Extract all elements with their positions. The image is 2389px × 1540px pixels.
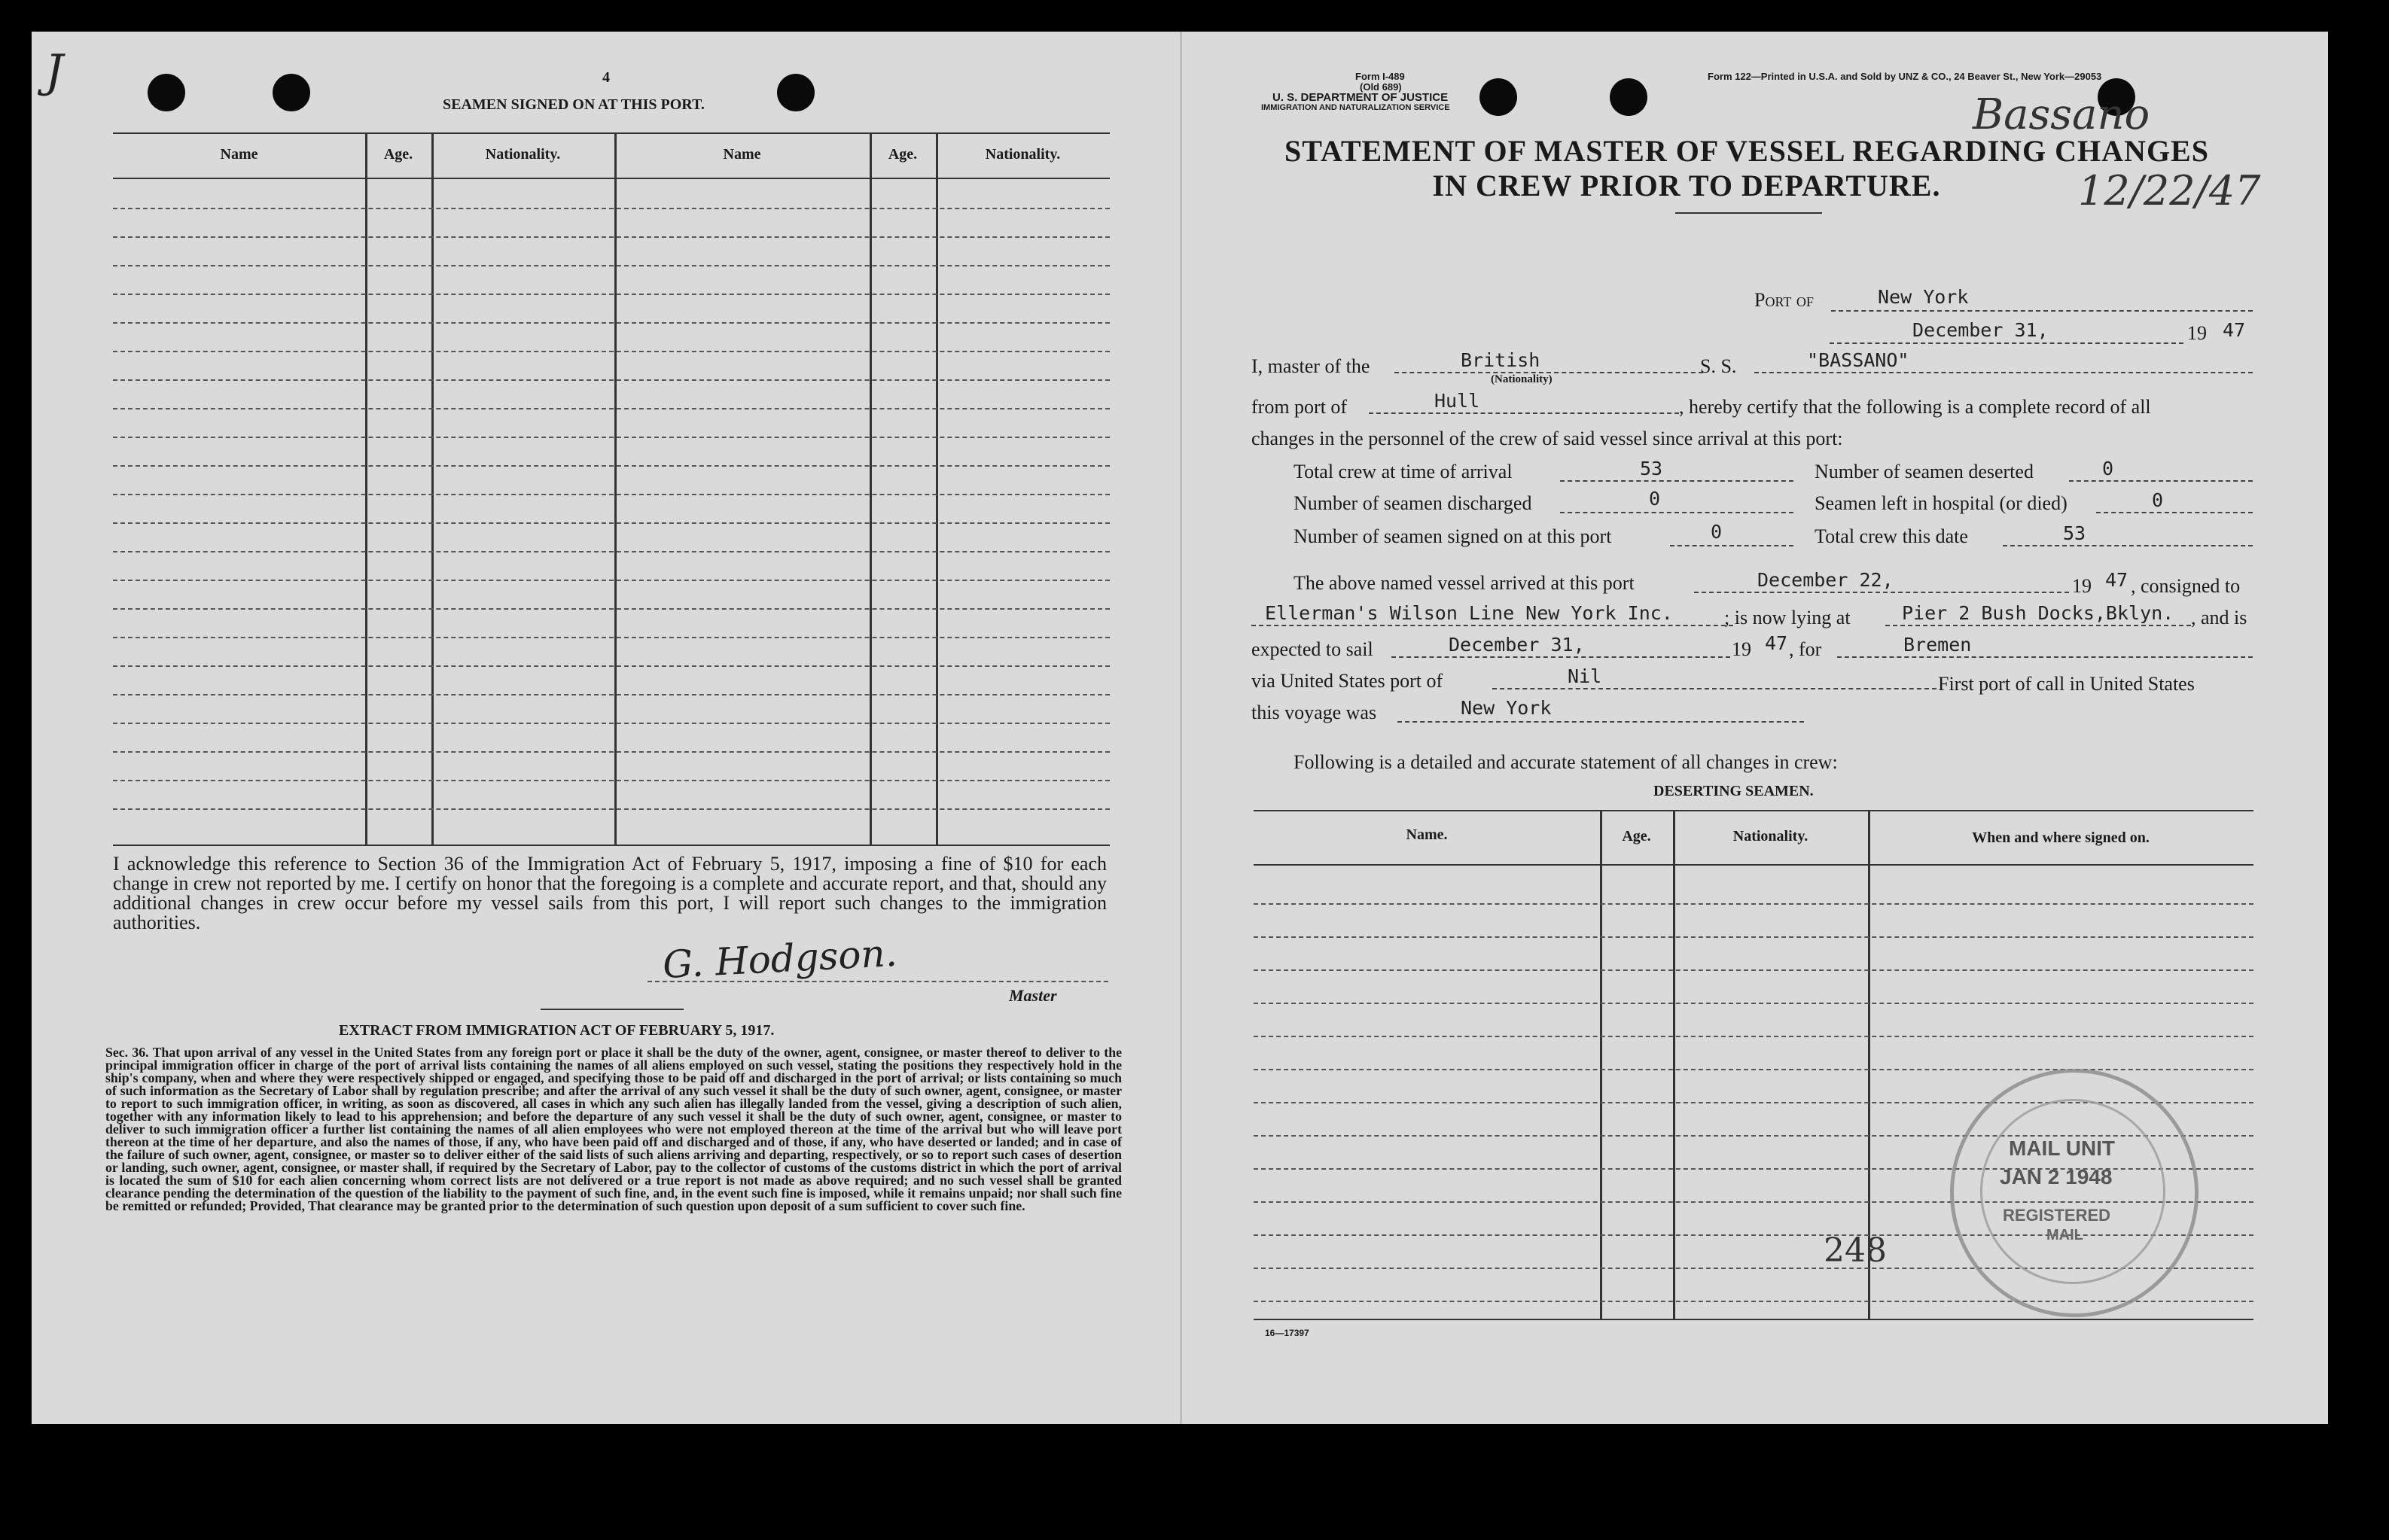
table-row-rule <box>113 294 1110 295</box>
right-col-header: Age. <box>1622 828 1651 845</box>
left-col-header: Age. <box>383 146 413 163</box>
table-row-rule <box>113 751 1110 753</box>
lying-value: Pier 2 Bush Docks,Bklyn. <box>1902 602 2174 624</box>
and-is-label: , and is <box>2191 607 2247 628</box>
margin-check-mark: J <box>45 45 64 98</box>
total-arrival-value: 53 <box>1640 458 1663 479</box>
left-col-header: Name <box>220 146 258 163</box>
table-row-rule <box>113 694 1110 695</box>
title-rule <box>1675 212 1822 214</box>
table-row-rule <box>1254 969 2253 971</box>
from-port-line <box>1369 412 1679 414</box>
right-col-rule <box>1600 810 1602 1319</box>
registered-mail-stamp-inner <box>1980 1099 2165 1284</box>
left-col-header: Age. <box>888 146 918 163</box>
signed-on-line <box>1670 545 1793 546</box>
printer-line: Form 122—Printed in U.S.A. and Sold by UNZ & CO., 24 Beaver St., New York—29053 <box>1708 71 2102 82</box>
left-col-header: Name <box>723 146 761 163</box>
left-col-rule <box>614 132 617 845</box>
extract-rule <box>541 1009 684 1010</box>
table-row-rule <box>113 808 1110 810</box>
extract-title: EXTRACT FROM IMMIGRATION ACT OF FEBRUARY 5, 1917. <box>339 1022 775 1039</box>
total-arrival-line <box>1560 480 1793 482</box>
table-row-rule <box>1254 1036 2253 1037</box>
total-date-label: Total crew this date <box>1815 525 1968 547</box>
left-heading: SEAMEN SIGNED ON AT THIS PORT. <box>443 96 705 113</box>
for-value: Bremen <box>1903 634 1972 656</box>
consignee-value: Ellerman's Wilson Line New York Inc. <box>1265 602 1673 624</box>
deserted-line <box>2069 480 2253 482</box>
signed-on-label: Number of seamen signed on at this port <box>1294 525 1612 547</box>
table-row-rule <box>113 265 1110 266</box>
punch-hole <box>1610 78 1647 116</box>
table-row-rule <box>113 322 1110 324</box>
table-row-rule <box>113 465 1110 467</box>
master-signature: G. Hodgson. <box>661 930 898 988</box>
year-prefix: 19 <box>2187 322 2207 344</box>
sail-line <box>1391 656 1730 658</box>
date-line <box>1830 342 2183 344</box>
master-of-label: I, master of the <box>1251 355 1370 377</box>
right-col-header: Nationality. <box>1732 828 1809 845</box>
hospital-line <box>2096 512 2253 513</box>
voyage-value: New York <box>1461 697 1552 719</box>
port-label: Port of <box>1754 289 1814 311</box>
right-table-header-rule <box>1254 864 2253 866</box>
voyage-line <box>1397 721 1804 723</box>
table-row-rule <box>1254 936 2253 938</box>
table-row-rule <box>113 437 1110 438</box>
page-number: 4 <box>602 69 610 86</box>
lying-label: ; is now lying at <box>1724 607 1851 628</box>
stamp-line-3: REGISTERED <box>2003 1206 2111 1225</box>
master-label: Master <box>1009 986 1057 1005</box>
table-row-rule <box>113 551 1110 552</box>
arrived-label: The above named vessel arrived at this port <box>1294 572 1635 594</box>
for-label: , for <box>1789 638 1822 660</box>
table-row-rule <box>1254 903 2253 905</box>
sail-year-prefix: 19 <box>1732 638 1751 660</box>
sail-value: December 31, <box>1449 634 1585 656</box>
hospital-label: Seamen left in hospital (or died) <box>1815 492 2068 514</box>
table-row-rule <box>113 780 1110 781</box>
changes-text: changes in the personnel of the crew of said vessel since arrival at this port: <box>1251 428 1843 449</box>
from-port-value: Hull <box>1434 390 1480 412</box>
table-row-rule <box>113 723 1110 724</box>
page-divider <box>1180 32 1182 1424</box>
nationality-value: British <box>1461 349 1540 371</box>
arrived-year-prefix: 19 <box>2072 575 2092 597</box>
total-arrival-label: Total crew at time of arrival <box>1294 461 1513 482</box>
signature-line <box>648 981 1108 982</box>
form-old-number: (Old 689) <box>1360 81 1402 93</box>
deserted-label: Number of seamen deserted <box>1815 461 2034 482</box>
table-row-rule <box>113 637 1110 638</box>
certify-text: , hereby certify that the following is a complete record of all <box>1679 396 2151 418</box>
handwritten-date: 12/22/47 <box>2078 167 2261 215</box>
following-text: Following is a detailed and accurate statement of all changes in crew: <box>1294 751 1838 773</box>
nationality-caption: (Nationality) <box>1491 373 1553 385</box>
left-col-header: Nationality. <box>985 146 1061 163</box>
table-row-rule <box>113 522 1110 524</box>
table-row-rule <box>1254 1069 2253 1070</box>
table-row-rule <box>113 665 1110 667</box>
table-row-rule <box>113 408 1110 409</box>
discharged-label: Number of seamen discharged <box>1294 492 1532 514</box>
table-row-rule <box>113 351 1110 352</box>
stamp-line-1: MAIL UNIT <box>2009 1137 2116 1160</box>
left-col-rule <box>431 132 434 845</box>
right-col-header: When and where signed on. <box>1972 829 2150 846</box>
title-line-1: STATEMENT OF MASTER OF VESSEL REGARDING CHANGES <box>1284 134 2209 168</box>
punch-hole <box>1479 78 1517 116</box>
title-line-2: IN CREW PRIOR TO DEPARTURE. <box>1432 169 1941 202</box>
table-row-rule <box>113 608 1110 610</box>
left-table-top-rule <box>113 132 1110 134</box>
via-value: Nil <box>1568 665 1602 687</box>
table-row-rule <box>1254 1003 2253 1004</box>
right-table-top-rule <box>1254 810 2253 811</box>
lying-line <box>1885 625 2191 626</box>
consignee-line <box>1251 625 1733 626</box>
deserted-value: 0 <box>2102 458 2114 479</box>
table-row-rule <box>113 494 1110 495</box>
port-value: New York <box>1878 286 1969 308</box>
table-row-rule <box>113 379 1110 381</box>
hospital-value: 0 <box>2152 489 2164 511</box>
via-label: via United States port of <box>1251 670 1443 692</box>
sheet-number: 248 <box>1824 1231 1887 1270</box>
table-row-rule <box>113 208 1110 209</box>
from-port-label: from port of <box>1251 396 1348 418</box>
port-line <box>1831 310 2253 312</box>
handwritten-ship-name: Bassano <box>1973 90 2150 139</box>
punch-hole <box>273 74 310 111</box>
discharged-line <box>1560 512 1793 513</box>
consigned-label: , consigned to <box>2131 575 2241 597</box>
ss-label: S. S. <box>1700 355 1737 377</box>
stamp-line-4: MAIL <box>2046 1227 2083 1243</box>
right-table-bottom-rule <box>1254 1319 2253 1320</box>
stamp-line-2: JAN 2 1948 <box>2000 1165 2113 1188</box>
ship-line <box>1754 372 2253 373</box>
left-col-rule <box>870 132 872 845</box>
department-name: U. S. DEPARTMENT OF JUSTICE <box>1272 91 1449 104</box>
signed-on-value: 0 <box>1711 521 1723 543</box>
left-table-bottom-rule <box>113 845 1110 846</box>
acknowledgment-text: I acknowledge this reference to Section 36 of the Immigration Act of February 5, 1917, imposing a fine of $10 for each change in crew not reported by me. I certify on honor that the foregoing is a complete and accurate report, and that, should any additional changes in crew occur before my vessel sails from this port, I will report such changes to the immigration authorities. <box>113 853 1107 933</box>
discharged-value: 0 <box>1649 488 1661 510</box>
sail-year: 47 <box>1765 632 1788 654</box>
form-number: Form I-489 <box>1355 71 1405 82</box>
arrived-value: December 22, <box>1757 569 1894 591</box>
right-col-rule <box>1673 810 1675 1319</box>
via-line <box>1492 688 1936 689</box>
year-value: 47 <box>2223 319 2246 341</box>
voyage-label: this voyage was <box>1251 702 1377 723</box>
left-table-header-rule <box>113 178 1110 179</box>
punch-hole <box>777 74 815 111</box>
arrived-year: 47 <box>2105 569 2128 591</box>
date-value: December 31, <box>1912 319 2049 341</box>
punch-hole <box>148 74 185 111</box>
left-col-rule <box>365 132 367 845</box>
footer-code: 16—17397 <box>1265 1328 1309 1338</box>
total-date-line <box>2003 545 2253 546</box>
for-line <box>1837 656 2253 658</box>
first-port-label: First port of call in United States <box>1938 673 2195 695</box>
right-col-header: Name. <box>1406 826 1448 843</box>
ship-value: "BASSANO" <box>1807 349 1909 371</box>
service-name: IMMIGRATION AND NATURALIZATION SERVICE <box>1261 103 1450 112</box>
arrived-line <box>1694 592 2069 593</box>
extract-text: Sec. 36. That upon arrival of any vessel in the United States from any foreign port or place it shall be the duty of the owner, agent, consignee, or master thereof to deliver to the principal immigration officer in charge of the port of arrival lists containing the names of all aliens employed on such vessel, stating the positions they respectively hold in the ship's company, when and where they were respectively shipped or engaged, and specifying those to be paid off and discharged in the port of arrival; or lists containing so much of such information as the Secretary of Labor shall by regulation prescribe; and after the arrival of any such vessel it shall be the duty of such owner, agent, consignee, or master to report to such immigration officer, in writing, as soon as discovered, all cases in which any such alien has illegally landed from the vessel, giving a description of such alien, together with any information likely to lead to his apprehension; and before the departure of any such vessel it shall be the duty of such owner, agent, consignee, or master to deliver to such immigration officer a further list containing the names of all alien employees who were not employed thereon at the time of the arrival but who will leave port thereon at the time of her departure, and also the names of those, if any, who have been paid off and discharged and of those, if any, who have deserted or landed; and in case of the failure of such owner, agent, consignee, or master so to deliver either of the said lists of such aliens arriving and departing, respectively, or so to report such cases of desertion or landing, such owner, agent, consignee, or master shall, if required by the Secretary of Labor, pay to the collector of customs of the customs district in which the port of arrival is located the sum of $10 for each alien concerning whom correct lists are not delivered or a true report is not made as above required; and no such vessel shall be granted clearance pending the determination of the question of the liability to the payment of such fine, and, in the event such fine is imposed, while it remains unpaid; nor shall such fine be remitted or refunded; Provided, That clearance may be granted prior to the determination of such question upon deposit of a sum sufficient to cover such fine. <box>105 1045 1122 1213</box>
form-title <box>1220 134 2274 203</box>
total-date-value: 53 <box>2063 522 2086 544</box>
table-row-rule <box>113 236 1110 238</box>
deserting-heading: DESERTING SEAMEN. <box>1653 783 1814 799</box>
left-col-rule <box>936 132 938 845</box>
table-row-rule <box>113 580 1110 581</box>
expected-label: expected to sail <box>1251 638 1373 660</box>
left-col-header: Nationality. <box>485 146 561 163</box>
